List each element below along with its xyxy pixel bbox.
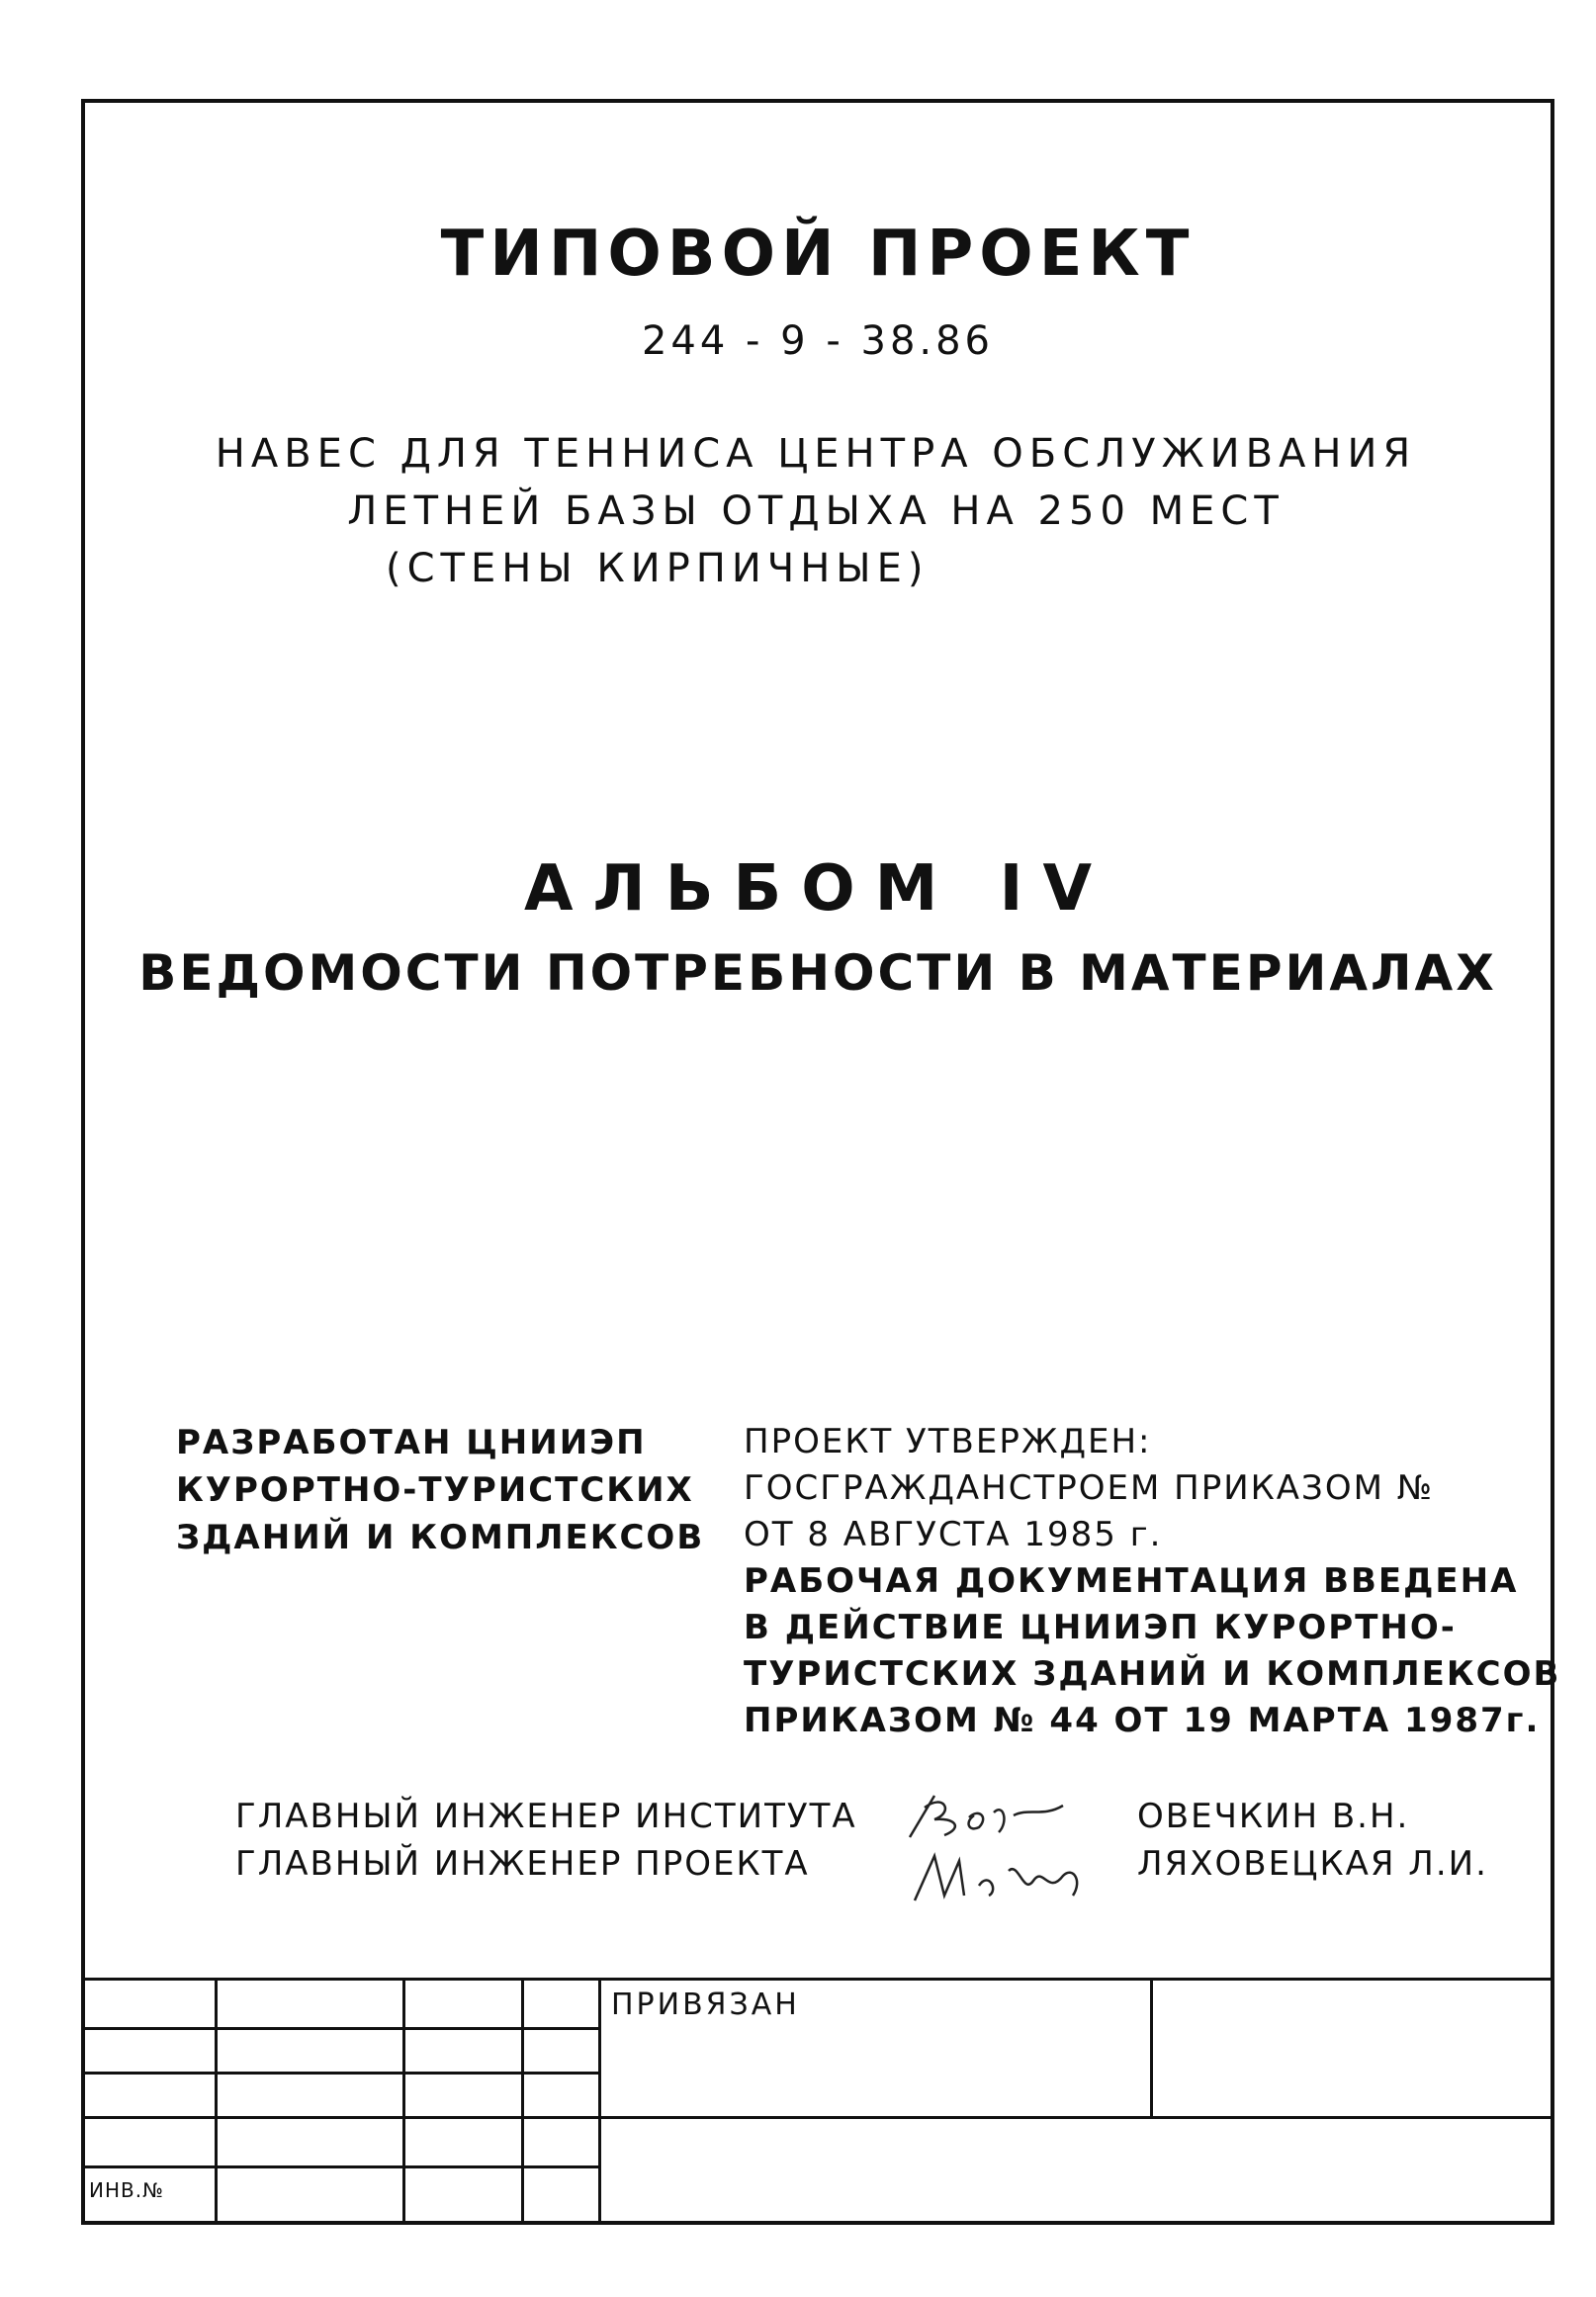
developer-line: КУРОРТНО-ТУРИСТСКИХ — [176, 1470, 694, 1510]
developer-line: РАЗРАБОТАН ЦНИИЭП — [176, 1423, 647, 1462]
developer-line: ЗДАНИЙ И КОМПЛЕКСОВ — [176, 1518, 705, 1557]
chief-institute-name: ОВЕЧКИН В.Н. — [1137, 1797, 1410, 1836]
project-name-line: (СТЕНЫ КИРПИЧНЫЕ) — [386, 546, 930, 591]
chief-names — [1137, 1793, 1488, 1888]
stamp-col-line — [598, 1978, 601, 2225]
stamp-col-line — [215, 1978, 218, 2225]
drawing-frame — [81, 99, 1554, 2225]
album-subtitle: ВЕДОМОСТИ ПОТРЕБНОСТИ В МАТЕРИАЛАХ — [138, 944, 1497, 1002]
chief-roles — [235, 1793, 857, 1888]
stamp-top-line — [81, 1978, 1554, 1981]
project-name — [158, 425, 1473, 597]
project-name-line: ЛЕТНЕЙ БАЗЫ ОТДЫХА НА 250 МЕСТ — [347, 488, 1285, 534]
stamp-bound-label: ПРИВЯЗАН — [611, 1988, 800, 2022]
developer-block — [176, 1419, 704, 1561]
approval-block — [744, 1419, 1560, 1744]
project-code: 244 - 9 - 38.86 — [641, 318, 995, 364]
chief-project-role: ГЛАВНЫЙ ИНЖЕНЕР ПРОЕКТА — [235, 1844, 810, 1884]
chief-project-name: ЛЯХОВЕЦКАЯ Л.И. — [1137, 1844, 1488, 1884]
stamp-col-line — [402, 1978, 405, 2225]
album-title: АЛЬБОМ IV — [524, 852, 1111, 926]
approval-line: ПРОЕКТ УТВЕРЖДЕН: — [744, 1422, 1152, 1461]
approval-line: ОТ 8 АВГУСТА 1985 г. — [744, 1515, 1163, 1554]
approval-line: ПРИКАЗОМ № 44 ОТ 19 МАРТА 1987г. — [744, 1701, 1541, 1740]
approval-line: РАБОЧАЯ ДОКУМЕНТАЦИЯ ВВЕДЕНА — [744, 1561, 1519, 1601]
approval-line: В ДЕЙСТВИЕ ЦНИИЭП КУРОРТНО- — [744, 1608, 1457, 1647]
approval-line: ТУРИСТСКИХ ЗДАНИЙ И КОМПЛЕКСОВ — [744, 1654, 1561, 1694]
signature-institute — [895, 1788, 1093, 1847]
document-title: ТИПОВОЙ ПРОЕКТ — [440, 218, 1196, 291]
stamp-col-line — [1150, 1978, 1153, 2116]
stamp-col-line — [521, 1978, 524, 2225]
signature-project — [900, 1841, 1108, 1910]
stamp-inventory-label: ИНВ.№ — [89, 2178, 164, 2202]
approval-line: ГОСГРАЖДАНСТРОЕМ ПРИКАЗОМ № — [744, 1468, 1435, 1508]
chief-institute-role: ГЛАВНЫЙ ИНЖЕНЕР ИНСТИТУТА — [235, 1797, 857, 1836]
project-name-line: НАВЕС ДЛЯ ТЕННИСА ЦЕНТРА ОБСЛУЖИВАНИЯ — [215, 431, 1417, 477]
stamp-row-line — [81, 2116, 1554, 2119]
